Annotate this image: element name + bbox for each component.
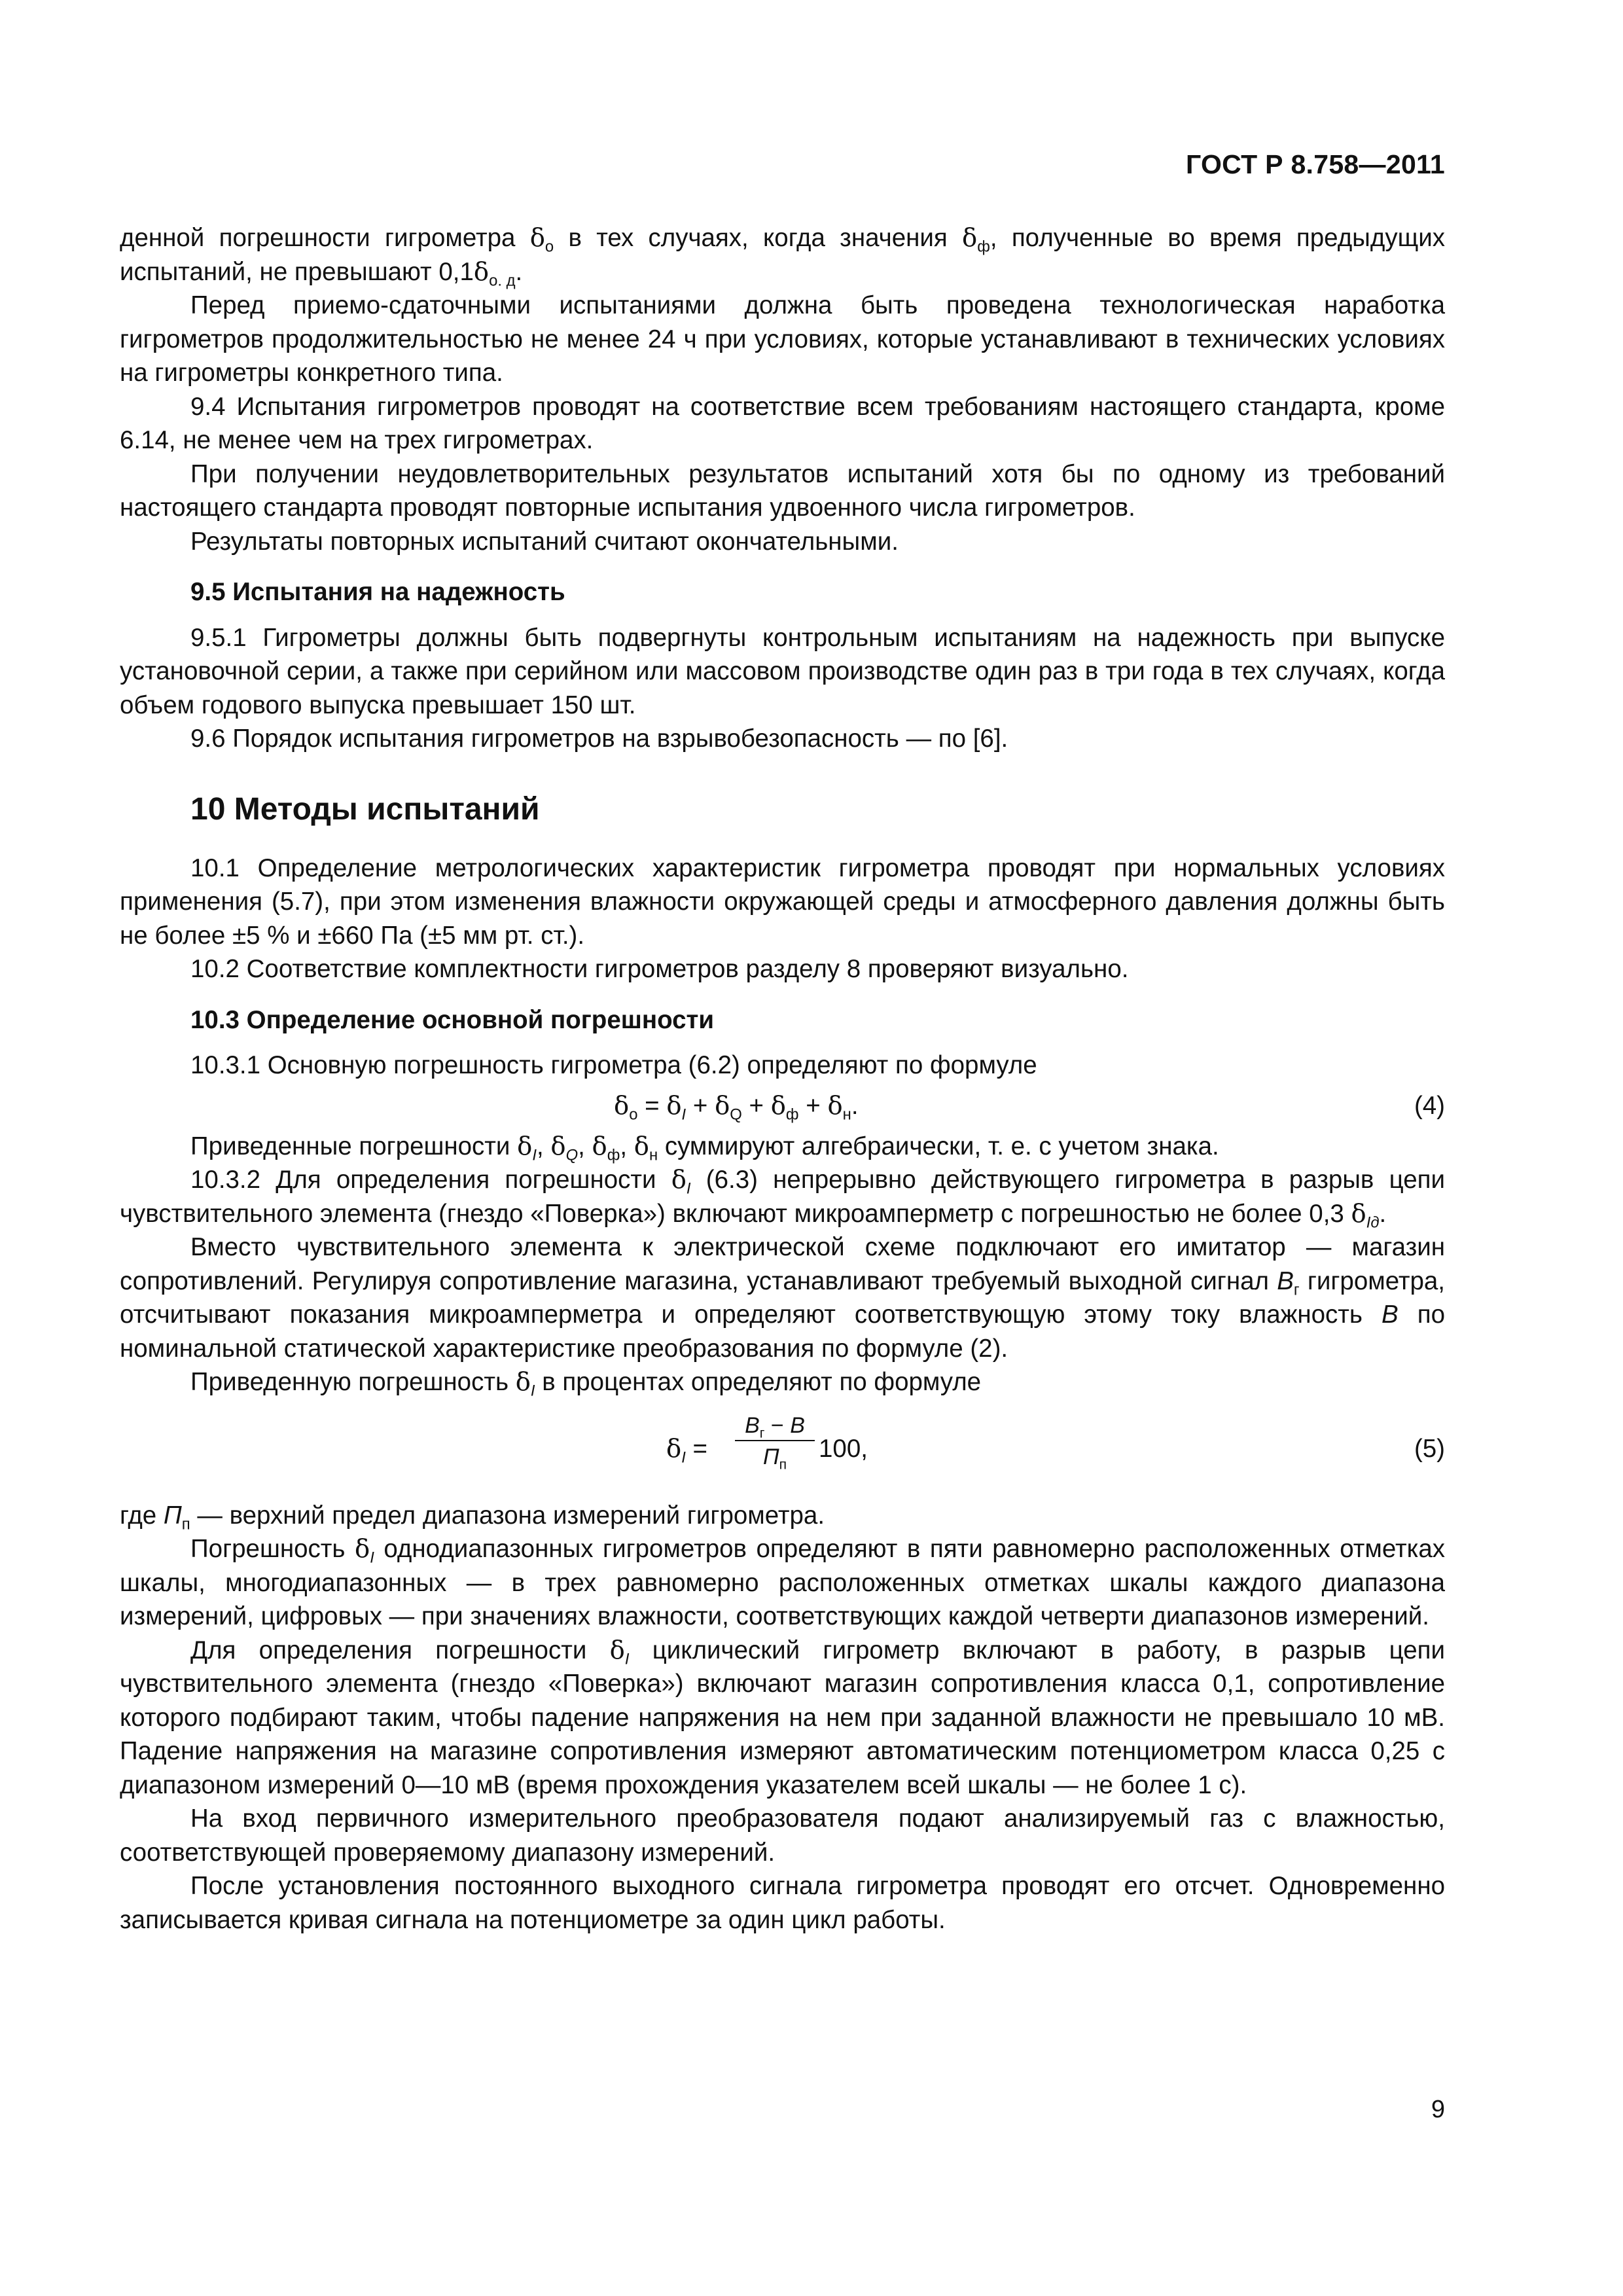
paragraph-simulator: Вместо чувствительного элемента к электрической схеме подключают его имитатор — магазин сопротивлений. Регулируя сопротивление магазина, устанавливают требуемый выходной сигнал $B_г$ гигрометра, отсчитывают показания микроамперметра и определяют соответствующую этому току влажность B по номинальной статической характеристике преобразования по формуле (2). [120, 1233, 1445, 1363]
formula-5-denominator: $П_п$ [762, 1444, 787, 1472]
paragraph-final-results: Результаты повторных испытаний считают окончательными. [190, 527, 899, 556]
formula-5-number: (5) [1414, 1434, 1445, 1463]
paragraph-10-3-2: 10.3.2 Для определения погрешности $\delta_I$ (6.3) непрерывно действующего гигрометра в разрыв цепи чувствительного элемента (гнездо «Поверка») включают микроамперметр с погрешностью не более 0,3 $\delta_{Iд}$. [120, 1165, 1445, 1231]
document-body [120, 221, 1445, 1937]
paragraph-input-gas: На вход первичного измерительного преобразователя подают анализируемый газ с влажностью, соответствующей проверяемому диапазону измерений. [120, 1804, 1445, 1867]
paragraph-10-1: 10.1 Определение метрологических характеристик гигрометра проводят при нормальных условиях применения (5.7), при этом изменения влажности окружающей среды и атмосферного давления должны быть не более ±5 % и ±660 Па (±5 мм рт. ст.). [120, 853, 1445, 950]
document-code-header: ГОСТ Р 8.758—2011 [1185, 149, 1445, 179]
paragraph-pre-testing: Перед приемо-сдаточными испытаниями должна быть проведена технологическая наработка гигрометров продолжительностью не менее 24 ч при условиях, которые устанавливают в технических условиях на гигрометры конкретного типа. [120, 291, 1445, 387]
formula-4-expression: $\delta_о = \delta_I + \delta_Q + \delta_ф + \delta_н$. [614, 1090, 859, 1123]
paragraph-continuation: денной погрешности гигрометра $\delta_о$ в тех случаях, когда значения $\delta_ф$, полученные во время предыдущих испытаний, не превышают $0,1\delta_{о. д}$. [120, 223, 1445, 289]
paragraph-reading: После установления постоянного выходного сигнала гигрометра проводят его отсчет. Одновременно записывается кривая сигнала на потенциометре за один цикл работы. [120, 1872, 1445, 1934]
formula-4 [120, 1086, 1445, 1127]
paragraph-cyclic: Для определения погрешности $\delta_I$ циклический гигрометр включают в работу, в разрыв цепи чувствительного элемента (гнездо «Поверка») включают магазин сопротивления класса 0,1, сопротивление которого подбирают таким, чтобы падение напряжения на нем при заданной влажности не превышало 10 мВ. Падение напряжения на магазине сопротивления измеряют автоматическим потенциометром класса 0,25 с диапазоном измерений 0—10 мВ (время прохождения указателем всей шкалы — не более 1 с). [120, 1635, 1445, 1799]
section-heading-10-3: 10.3 Определение основной погрешности [190, 1005, 715, 1034]
paragraph-where: где $П_п$ — верхний предел диапазона измерений гигрометра. [120, 1501, 825, 1533]
formula-5-numerator: $B_г - B$ [735, 1411, 815, 1441]
formula-5 [120, 1411, 1445, 1490]
formula-5-fraction [735, 1411, 815, 1473]
chapter-heading-10: 10 Методы испытаний [190, 791, 540, 827]
section-heading-9-5: 9.5 Испытания на надежность [190, 578, 565, 606]
paragraph-summation: Приведенные погрешности $\delta_I$, $\delta_Q$, $\delta_ф$, $\delta_н$ суммируют алгебраически, т. е. с учетом знака. [190, 1131, 1219, 1164]
page-number: 9 [1431, 2096, 1445, 2123]
paragraph-9-4: 9.4 Испытания гигрометров проводят на соответствие всем требованиям настоящего стандарта, кроме 6.14, не менее чем на трех гигрометрах. [120, 392, 1445, 454]
paragraph-9-5-1: 9.5.1 Гигрометры должны быть подвергнуты контрольным испытаниям на надежность при выпуске установочной серии, а также при серийном или массовом производстве один раз в три года в тех случаях, когда объем годового выпуска превышает 150 шт. [120, 623, 1445, 719]
paragraph-reduced-error: Приведенную погрешность $\delta_I$ в процентах определяют по формуле [190, 1367, 982, 1400]
paragraph-10-3-1: 10.3.1 Основную погрешность гигрометра (6.2) определяют по формуле [190, 1051, 1037, 1079]
formula-4-number: (4) [1414, 1091, 1445, 1120]
paragraph-repeat-tests: При получении неудовлетворительных результатов испытаний хотя бы по одному из требований настоящего стандарта проводят повторные испытания удвоенного числа гигрометров. [120, 459, 1445, 522]
paragraph-scale-points: Погрешность $\delta_I$ однодиапазонных гигрометров определяют в пяти равномерно расположенных отметках шкалы, многодиапазонных — в трех равномерно расположенных отметках шкалы каждого диапазона измерений, цифровых — при значениях влажности, соответствующих каждой четверти диапазонов измерений. [120, 1534, 1445, 1630]
paragraph-10-2: 10.2 Соответствие комплектности гигрометров разделу 8 проверяют визуально. [190, 955, 1129, 983]
formula-5-factor: 100, [819, 1434, 868, 1463]
formula-5-lhs: $\delta_I$ = [666, 1433, 708, 1466]
paragraph-9-6: 9.6 Порядок испытания гигрометров на взрывобезопасность — по [6]. [190, 725, 1008, 753]
